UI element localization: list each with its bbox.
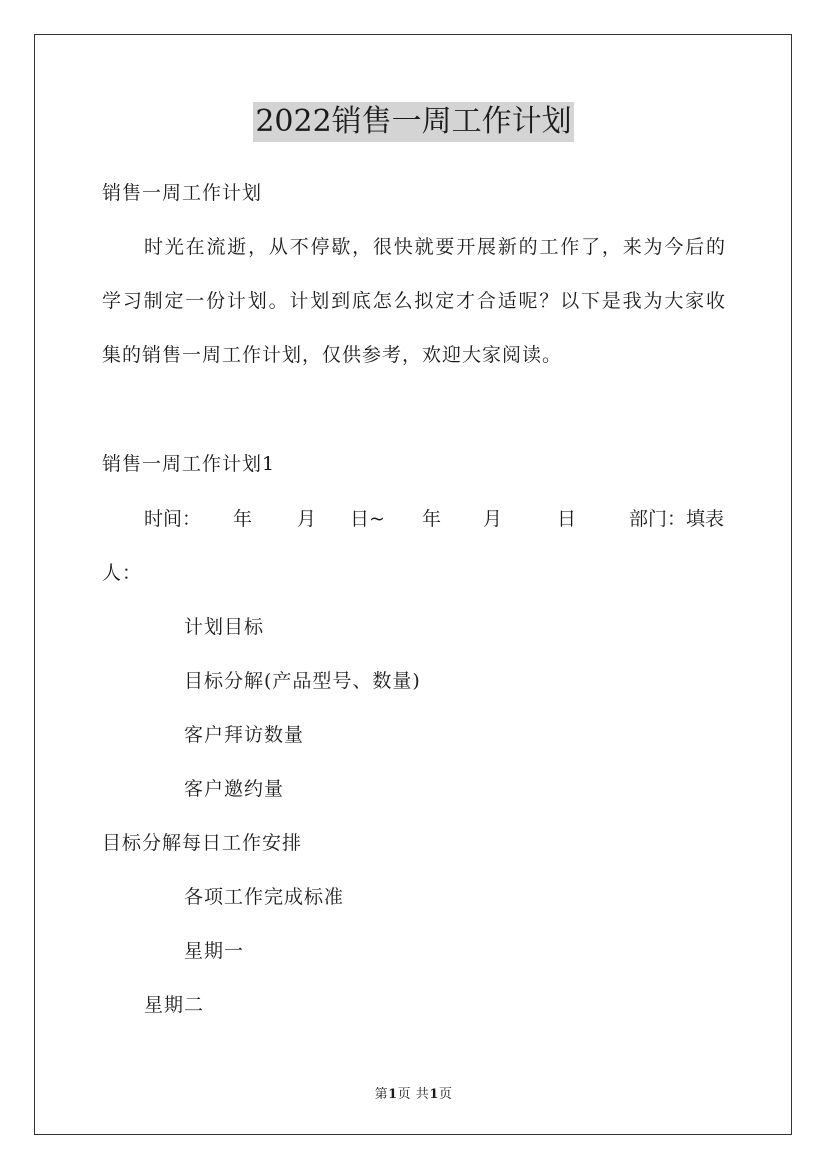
item-goal: 计划目标 — [184, 616, 265, 638]
document-title: 2022销售一周工作计划 — [253, 102, 573, 142]
page-prefix: 第 — [374, 1087, 389, 1102]
subtitle: 销售一周工作计划 — [102, 182, 263, 204]
item-monday: 星期一 — [184, 940, 245, 962]
item-daily: 目标分解每日工作安排 — [102, 832, 303, 854]
month-2-label: 月 — [483, 508, 503, 530]
page-footer — [0, 1083, 827, 1102]
item-invites: 客户邀约量 — [184, 778, 285, 800]
page-suffix: 页 — [438, 1087, 453, 1102]
dept-filler-label: 部门：填表 — [629, 508, 725, 530]
document-title-wrap — [0, 102, 827, 142]
intro-line-1: 时光在流逝，从不停歇，很快就要开展新的工作了，来为今后的 — [144, 236, 726, 258]
page-mid: 页 共 — [397, 1087, 430, 1102]
year-1-label: 年 — [233, 508, 253, 530]
page-total: 1 — [429, 1087, 439, 1102]
time-label: 时间： — [144, 508, 202, 530]
intro-line-2: 学习制定一份计划。计划到底怎么拟定才合适呢？以下是我为大家收 — [102, 290, 726, 312]
year-2-label: 年 — [422, 508, 442, 530]
page-number: 1 — [388, 1087, 398, 1102]
day-2-label: 日 — [557, 508, 577, 530]
month-1-label: 月 — [297, 508, 317, 530]
intro-paragraph — [102, 234, 726, 396]
intro-line-3: 集的销售一周工作计划，仅供参考，欢迎大家阅读。 — [102, 344, 563, 366]
day-1-label: 日~ — [350, 508, 385, 530]
item-standard: 各项工作完成标准 — [184, 886, 345, 908]
filler-label-cont: 人： — [102, 562, 143, 584]
item-tuesday: 星期二 — [144, 994, 205, 1016]
section-heading: 销售一周工作计划1 — [102, 453, 276, 475]
item-decompose: 目标分解(产品型号、数量) — [184, 670, 421, 692]
item-visits: 客户拜访数量 — [184, 724, 305, 746]
